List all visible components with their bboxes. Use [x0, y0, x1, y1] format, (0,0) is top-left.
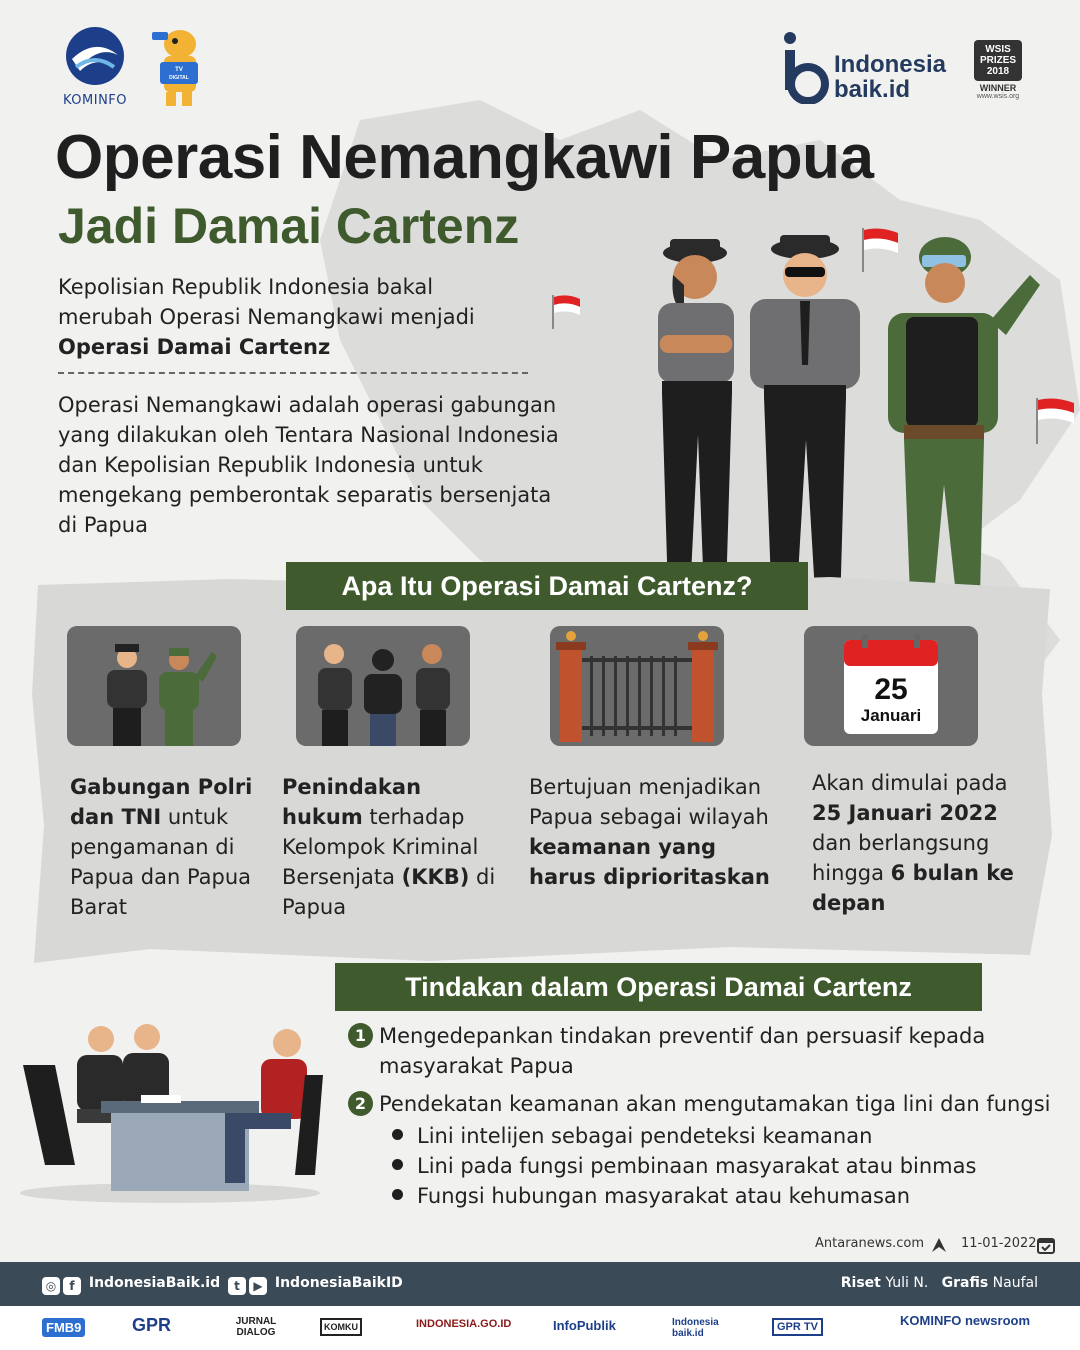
calendar-small-icon: [1037, 1236, 1055, 1254]
action-item-1: 1 Mengedepankan tindakan preventif dan persuasif kepada: [348, 1021, 985, 1051]
bullet-item: Lini pada fungsi pembinaan masyarakat atau binmas: [392, 1151, 976, 1181]
card-penindakan: [296, 626, 470, 746]
soldier: [888, 237, 1040, 595]
source-name: Antaranews.com: [815, 1236, 925, 1251]
flag-icon: [552, 295, 582, 329]
page-subtitle: Jadi Damai Cartenz: [58, 198, 520, 254]
caption-gabungan: Gabungan Polri dan TNI untuk pengamanan di Papua dan Papua Barat: [70, 775, 253, 919]
card-wilayah: [550, 626, 724, 746]
officers-illustration: [640, 225, 1060, 615]
youtube-icon: ▶: [249, 1277, 267, 1295]
indonesiabaik-logo-icon: [782, 30, 830, 104]
calendar-day: 25: [874, 673, 908, 706]
bullet-item: Lini intelijen sebagai pendeteksi keamanan: [392, 1121, 872, 1151]
calendar-month: Januari: [860, 706, 922, 725]
kominfo-logo: [55, 25, 135, 110]
svg-text:DIGITAL: DIGITAL: [169, 75, 189, 81]
action-item-1-line2: masyarakat Papua: [379, 1054, 574, 1078]
partner-gpr: GPR: [132, 1315, 172, 1335]
partner-indonesia-go-id: INDONESIA.GO.ID: [416, 1318, 512, 1330]
intro-paragraph: [58, 272, 528, 362]
dashed-divider: [58, 372, 528, 374]
partner-indonesiabaik: Indonesia baik.id: [672, 1317, 719, 1339]
antara-logo-icon: [930, 1236, 948, 1254]
male-officer: [750, 235, 860, 610]
number-badge: 1: [348, 1023, 373, 1048]
card-gabungan: [67, 626, 241, 746]
gate-icon: [550, 626, 724, 746]
social-indonesiabaikid[interactable]: t ▶ IndonesiaBaikID: [228, 1275, 403, 1295]
arrest-icon: [296, 626, 470, 746]
intro-bold: Operasi Damai Cartenz: [58, 335, 331, 359]
footer-bar: [0, 1262, 1080, 1306]
indonesiabaik-line1: Indonesia: [834, 51, 947, 78]
police-soldier-icon: [67, 626, 241, 746]
source-date: 11-01-2022: [961, 1236, 1037, 1251]
twitter-icon: t: [228, 1277, 246, 1295]
indonesiabaik-wordmark: [834, 52, 946, 102]
svg-text:TV: TV: [175, 67, 183, 73]
description-paragraph: Operasi Nemangkawi adalah operasi gabungan yang dilakukan oleh Tentara Nasional Indonesia dan Kepolisian Republik Indonesia untuk mengekang pemberontak separatis bersenjata di Papua: [58, 393, 559, 537]
tv-digital-mascot: [150, 26, 208, 108]
wsis-prize-badge: [962, 40, 1034, 115]
credits: Riset Yuli N. Grafis Naufal: [840, 1275, 1038, 1291]
section-title-apa-itu: Apa Itu Operasi Damai Cartenz?: [286, 562, 808, 610]
kominfo-emblem-icon: [62, 25, 128, 87]
indonesiabaik-line2: baik.id: [834, 76, 911, 103]
partner-kominfo-newsroom: KOMINFO newsroom: [900, 1313, 1031, 1328]
social-indonesiabaik[interactable]: ◎ f IndonesiaBaik.id: [42, 1275, 220, 1295]
kominfo-label: KOMINFO: [62, 93, 128, 108]
action-item-2: 2 Pendekatan keamanan akan mengutamakan tiga lini dan fungsi: [348, 1089, 1050, 1119]
wsis-url: www.wsis.org: [976, 93, 1020, 100]
bullet-item: Fungsi hubungan masyarakat atau kehumasan: [392, 1181, 910, 1211]
female-officer: [658, 239, 734, 595]
partner-komku: KOMKU: [320, 1318, 362, 1336]
wsis-line2: PRIZES: [979, 55, 1017, 66]
facebook-icon: f: [63, 1277, 81, 1295]
caption-wilayah: Bertujuan menjadikan Papua sebagai wilayah keamanan yang harus diprioritaskan: [529, 775, 770, 889]
page-title: Operasi Nemangkawi Papua: [55, 123, 874, 192]
wsis-line3: 2018: [986, 66, 1010, 77]
interrogation-illustration: [15, 1015, 325, 1205]
intro-text: Kepolisian Republik Indonesia bakal merubah Operasi Nemangkawi menjadi: [58, 275, 475, 329]
partner-infopublik: InfoPublik: [553, 1318, 616, 1333]
partner-fmb9: FMB9: [42, 1318, 85, 1337]
wsis-line1: WSIS: [985, 44, 1011, 55]
caption-jadwal: Akan dimulai pada 25 Januari 2022 dan berlangsung hingga 6 bulan ke depan: [812, 771, 1014, 915]
partner-logos-bar: [0, 1306, 1080, 1350]
section-title-tindakan: Tindakan dalam Operasi Damai Cartenz: [335, 963, 982, 1011]
wsis-winner: WINNER: [979, 83, 1017, 93]
caption-penindakan: Penindakan hukum terhadap Kelompok Kriminal Bersenjata (KKB) di Papua: [282, 775, 496, 919]
number-badge: 2: [348, 1091, 373, 1116]
partner-jurnal-dialog: JURNAL DIALOG: [235, 1316, 277, 1338]
instagram-icon: ◎: [42, 1277, 60, 1295]
partner-gpr-tv: GPR TV: [772, 1318, 823, 1336]
